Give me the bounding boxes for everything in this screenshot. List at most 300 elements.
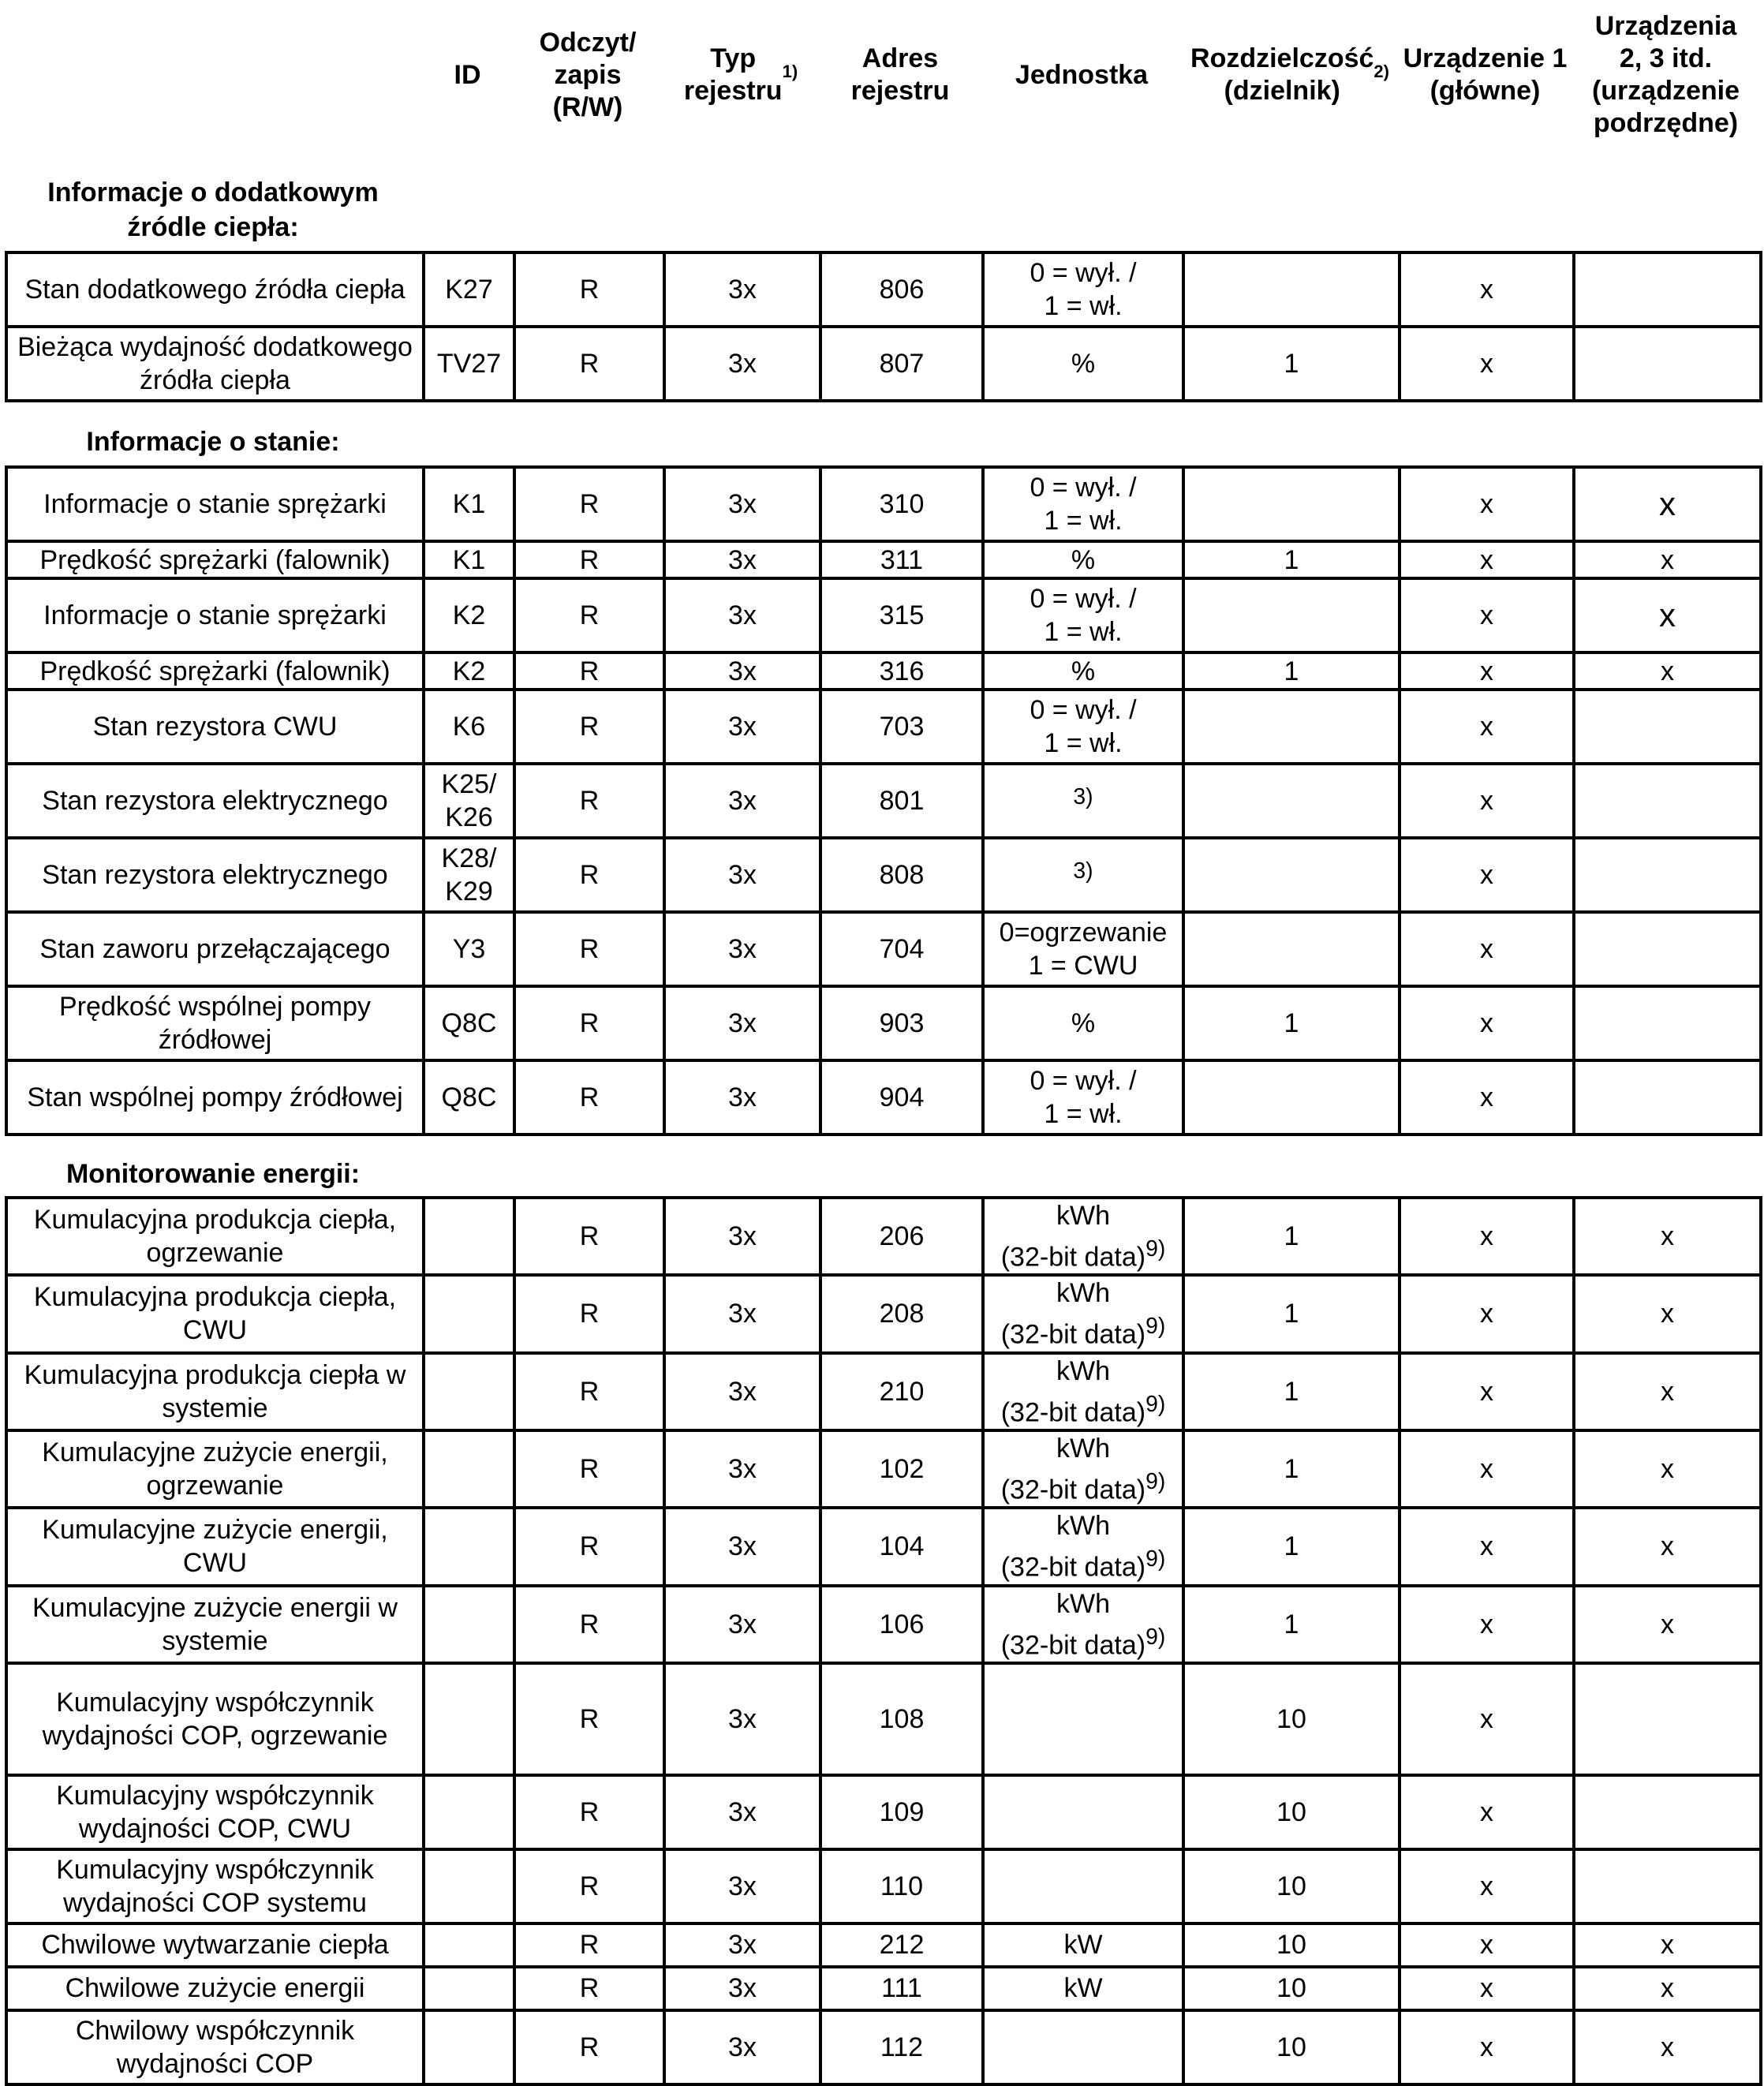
cell-text: x	[1661, 1299, 1674, 1329]
row-rw	[514, 1198, 664, 1275]
cell-text: x	[1480, 1376, 1493, 1407]
row-register-address	[820, 652, 983, 690]
row-rw	[514, 1430, 664, 1508]
cell-text: R	[579, 1871, 600, 1901]
table-row	[6, 1275, 1761, 1352]
row-register-address	[820, 1967, 983, 2010]
row-id	[424, 764, 514, 838]
row-device-1	[1400, 1353, 1574, 1430]
row-resolution	[1183, 912, 1400, 986]
row-device-1	[1400, 1775, 1574, 1849]
row-devices-2-3	[1574, 1923, 1761, 1967]
row-id	[424, 1353, 514, 1430]
row-unit	[983, 652, 1183, 690]
row-name	[6, 1275, 424, 1352]
table-row	[6, 1849, 1761, 1923]
row-name	[6, 578, 424, 652]
table-row	[6, 838, 1761, 912]
row-id	[424, 986, 514, 1060]
cell-text: 1	[1284, 1531, 1299, 1562]
cell-text: Kumulacyjne zużycie energii w systemie	[32, 1592, 398, 1656]
cell-text: kWh (32-bit data)	[1000, 1511, 1146, 1583]
cell-text: x	[1480, 1221, 1493, 1252]
row-resolution	[1183, 1923, 1400, 1967]
cell-text: 106	[879, 1609, 925, 1639]
row-rw	[514, 1586, 664, 1663]
row-device-1	[1400, 1967, 1574, 2010]
row-register-type	[664, 912, 820, 986]
cell-text: 208	[879, 1299, 925, 1329]
row-device-1	[1400, 838, 1574, 912]
cell-text: 111	[881, 1973, 922, 2004]
cell-text: x	[1480, 600, 1493, 630]
header-text: Typ rejestru	[683, 43, 783, 106]
row-unit	[983, 986, 1183, 1060]
cell-text: 1	[1284, 1008, 1299, 1038]
cell-text: K1	[452, 489, 486, 519]
cell-text: kWh (32-bit data)	[1000, 1278, 1146, 1350]
cell-text: x	[1661, 544, 1674, 575]
row-register-type	[664, 327, 820, 401]
cell-text: 807	[879, 349, 925, 379]
cell-text: Informacje o stanie sprężarki	[43, 489, 387, 519]
cell-text: Kumulacyjna produkcja ciepła w systemie	[24, 1359, 406, 1423]
row-resolution	[1183, 1663, 1400, 1775]
cell-text: kWh (32-bit data)	[1000, 1433, 1146, 1505]
cell-text: 3x	[728, 2032, 757, 2062]
row-id	[424, 690, 514, 764]
row-device-1	[1400, 1198, 1574, 1275]
row-devices-2-3	[1574, 467, 1761, 541]
cell-text: x	[1480, 1796, 1493, 1827]
row-devices-2-3	[1574, 2010, 1761, 2084]
table-row	[6, 690, 1761, 764]
cell-text: x	[1659, 596, 1676, 634]
cell-text: Stan rezystora CWU	[92, 712, 338, 742]
cell-text: Kumulacyjna produkcja ciepła, CWU	[33, 1282, 397, 1346]
cell-text: x	[1661, 1609, 1674, 1639]
row-register-type	[664, 1849, 820, 1923]
row-resolution	[1183, 838, 1400, 912]
cell-text: R	[579, 1454, 600, 1485]
cell-text: K6	[452, 712, 486, 742]
row-id	[424, 1198, 514, 1275]
cell-text: Chwilowy współczynnik wydajności COP	[75, 2015, 355, 2079]
cell-text: 10	[1276, 1796, 1306, 1827]
table-row	[6, 252, 1761, 327]
section-auxiliary-heat-table	[5, 251, 1762, 402]
cell-text: R	[579, 1221, 600, 1252]
footnote-marker: 9)	[1145, 1236, 1166, 1262]
row-resolution	[1183, 1430, 1400, 1508]
cell-text: 0 = wył. / 1 = wł.	[1030, 1066, 1137, 1129]
cell-text: Stan zaworu przełączającego	[39, 934, 391, 964]
row-devices-2-3	[1574, 1275, 1761, 1352]
row-register-address	[820, 1923, 983, 1967]
table-row	[6, 2010, 1761, 2084]
row-rw	[514, 764, 664, 838]
row-devices-2-3	[1574, 838, 1761, 912]
cell-text: 1	[1284, 1221, 1299, 1252]
row-id	[424, 1430, 514, 1508]
row-resolution	[1183, 1967, 1400, 2010]
row-register-address	[820, 1353, 983, 1430]
row-id	[424, 327, 514, 401]
row-unit	[983, 1586, 1183, 1663]
row-rw	[514, 1849, 664, 1923]
cell-text: 3x	[728, 1871, 757, 1901]
row-id	[424, 1923, 514, 1967]
table-row	[6, 1430, 1761, 1508]
cell-text: Prędkość wspólnej pompy źródłowej	[59, 992, 371, 1055]
cell-text: 3x	[728, 1454, 757, 1485]
row-name	[6, 1586, 424, 1663]
cell-text: x	[1661, 1454, 1674, 1485]
cell-text: 3x	[728, 1796, 757, 1827]
cell-text: 3x	[728, 275, 757, 305]
cell-text: TV27	[436, 349, 502, 379]
column-headers	[0, 0, 1764, 150]
cell-text: 0 = wył. / 1 = wł.	[1030, 695, 1137, 758]
row-register-address	[820, 1849, 983, 1923]
table-row	[6, 1060, 1761, 1135]
row-resolution	[1183, 1849, 1400, 1923]
row-id	[424, 1275, 514, 1352]
row-unit	[983, 1775, 1183, 1849]
cell-text: K2	[452, 600, 486, 630]
row-register-address	[820, 1430, 983, 1508]
cell-text: x	[1480, 544, 1493, 575]
cell-text: kWh (32-bit data)	[1000, 1355, 1146, 1427]
cell-text: R	[579, 1082, 600, 1112]
row-name	[6, 1198, 424, 1275]
footnote-marker: 9)	[1145, 1624, 1166, 1650]
cell-text: 3x	[728, 786, 757, 816]
row-id	[424, 912, 514, 986]
row-resolution	[1183, 690, 1400, 764]
table-row	[6, 986, 1761, 1060]
row-unit	[983, 912, 1183, 986]
cell-text: Kumulacyjna produkcja ciepła, ogrzewanie	[33, 1205, 397, 1269]
row-device-1	[1400, 1508, 1574, 1585]
table-row	[6, 1586, 1761, 1663]
row-rw	[514, 912, 664, 986]
cell-text: 903	[879, 1008, 925, 1038]
row-name	[6, 1849, 424, 1923]
header-text: Urządzenia 2, 3 itd. (urządzenie podrzędne)	[1591, 11, 1740, 138]
cell-text: 108	[879, 1703, 925, 1734]
cell-text: x	[1480, 275, 1493, 305]
row-devices-2-3	[1574, 1430, 1761, 1508]
row-register-address	[820, 690, 983, 764]
row-devices-2-3	[1574, 578, 1761, 652]
row-name	[6, 652, 424, 690]
footnote-marker: 3)	[1073, 783, 1093, 809]
cell-text: R	[579, 1973, 600, 2004]
cell-text: Prędkość sprężarki (falownik)	[39, 544, 391, 575]
row-name	[6, 327, 424, 401]
row-name	[6, 1923, 424, 1967]
row-register-type	[664, 252, 820, 327]
row-register-type	[664, 1586, 820, 1663]
footnote-marker: 9)	[1145, 1391, 1166, 1417]
cell-text: 109	[879, 1796, 925, 1827]
cell-text: 1	[1284, 1299, 1299, 1329]
row-id	[424, 1508, 514, 1585]
row-device-1	[1400, 1275, 1574, 1352]
cell-text: x	[1480, 489, 1493, 519]
cell-text: kWh (32-bit data)	[1000, 1588, 1146, 1660]
row-device-1	[1400, 578, 1574, 652]
row-device-1	[1400, 1060, 1574, 1135]
row-register-address	[820, 986, 983, 1060]
row-resolution	[1183, 2010, 1400, 2084]
header-register-type: Typ rejestru $^{1)}$	[683, 43, 798, 106]
row-devices-2-3	[1574, 252, 1761, 327]
row-register-address	[820, 1586, 983, 1663]
row-id	[424, 652, 514, 690]
cell-text: K1	[452, 544, 486, 575]
row-register-type	[664, 838, 820, 912]
row-resolution	[1183, 986, 1400, 1060]
cell-text: x	[1480, 1703, 1493, 1734]
cell-text: 206	[879, 1221, 925, 1252]
row-devices-2-3	[1574, 690, 1761, 764]
row-unit	[983, 252, 1183, 327]
cell-text: Kumulacyjny współczynnik wydajności COP, ogrzewanie	[42, 1687, 388, 1751]
row-devices-2-3	[1574, 1353, 1761, 1430]
row-name	[6, 1663, 424, 1775]
row-device-1	[1400, 652, 1574, 690]
row-rw	[514, 838, 664, 912]
row-register-address	[820, 2010, 983, 2084]
row-register-type	[664, 764, 820, 838]
row-devices-2-3	[1574, 1586, 1761, 1663]
cell-text: x	[1480, 786, 1493, 816]
cell-text: 112	[880, 2032, 924, 2062]
table-row	[6, 764, 1761, 838]
cell-text: R	[579, 2032, 600, 2062]
header-register-address	[819, 0, 981, 150]
row-id	[424, 838, 514, 912]
row-resolution	[1183, 764, 1400, 838]
row-name	[6, 467, 424, 541]
table-row	[6, 1353, 1761, 1430]
cell-text: 3x	[728, 1376, 757, 1407]
cell-text: x	[1661, 1531, 1674, 1562]
cell-text: 0 = wył. / 1 = wł.	[1030, 584, 1137, 647]
cell-text: 1	[1284, 349, 1299, 379]
row-register-address	[820, 1198, 983, 1275]
row-register-type	[664, 541, 820, 578]
row-name	[6, 1508, 424, 1585]
table-row	[6, 1663, 1761, 1775]
cell-text: Y3	[452, 934, 486, 964]
row-devices-2-3	[1574, 1060, 1761, 1135]
row-device-1	[1400, 1430, 1574, 1508]
cell-text: R	[579, 1008, 600, 1038]
row-rw	[514, 327, 664, 401]
cell-text: R	[579, 786, 600, 816]
cell-text: R	[579, 349, 600, 379]
cell-text: R	[579, 600, 600, 630]
cell-text: 703	[879, 712, 925, 742]
cell-text: x	[1480, 1930, 1493, 1961]
cell-text: 3x	[728, 1008, 757, 1038]
cell-text: R	[579, 1376, 600, 1407]
row-register-type	[664, 1430, 820, 1508]
row-unit	[983, 541, 1183, 578]
row-resolution	[1183, 1586, 1400, 1663]
table-row	[6, 912, 1761, 986]
cell-text: %	[1071, 544, 1096, 575]
row-register-address	[820, 541, 983, 578]
cell-text: x	[1480, 349, 1493, 379]
row-name	[6, 838, 424, 912]
header-devices-2-3	[1572, 0, 1759, 150]
row-register-type	[664, 690, 820, 764]
row-unit	[983, 1508, 1183, 1585]
cell-text: Prędkość sprężarki (falownik)	[39, 656, 391, 686]
row-resolution	[1183, 541, 1400, 578]
cell-text: 3x	[728, 1930, 757, 1961]
row-resolution	[1183, 1353, 1400, 1430]
cell-text: 10	[1276, 1703, 1306, 1734]
cell-text: 102	[879, 1454, 925, 1485]
cell-text: 0 = wył. / 1 = wł.	[1030, 473, 1137, 536]
table-row	[6, 467, 1761, 541]
row-rw	[514, 252, 664, 327]
cell-text: 3x	[728, 1609, 757, 1639]
row-register-type	[664, 1275, 820, 1352]
cell-text: x	[1480, 2032, 1493, 2062]
table-row	[6, 1508, 1761, 1585]
row-register-address	[820, 838, 983, 912]
row-device-1	[1400, 1586, 1574, 1663]
row-register-type	[664, 1508, 820, 1585]
cell-text: %	[1071, 1008, 1096, 1038]
cell-text: R	[579, 1299, 600, 1329]
header-text: Urządzenie 1 (główne)	[1403, 43, 1568, 106]
cell-text: 310	[879, 489, 925, 519]
cell-text: x	[1661, 1221, 1674, 1252]
cell-text: 1	[1284, 1376, 1299, 1407]
cell-text: 3x	[728, 1531, 757, 1562]
row-register-address	[820, 912, 983, 986]
row-register-type	[664, 1198, 820, 1275]
cell-text: Q8C	[441, 1082, 497, 1112]
cell-text: x	[1480, 1609, 1493, 1639]
row-register-address	[820, 252, 983, 327]
row-register-address	[820, 1508, 983, 1585]
cell-text: 806	[879, 275, 925, 305]
cell-text: Stan dodatkowego źródła ciepła	[24, 275, 405, 305]
row-rw	[514, 1775, 664, 1849]
header-text: Adres rejestru	[850, 43, 950, 106]
cell-text: x	[1661, 656, 1674, 686]
row-id	[424, 1775, 514, 1849]
row-register-type	[664, 652, 820, 690]
cell-text: x	[1661, 1930, 1674, 1961]
row-device-1	[1400, 912, 1574, 986]
row-name	[6, 541, 424, 578]
cell-text: Kumulacyjny współczynnik wydajności COP, CWU	[56, 1780, 374, 1844]
row-register-type	[664, 986, 820, 1060]
row-rw	[514, 1275, 664, 1352]
cell-text: x	[1480, 860, 1493, 890]
row-rw	[514, 1508, 664, 1585]
cell-text: x	[1480, 1008, 1493, 1038]
cell-text: x	[1661, 2032, 1674, 2062]
row-unit	[983, 1663, 1183, 1775]
table-row	[6, 1967, 1761, 2010]
row-name	[6, 1353, 424, 1430]
row-unit	[983, 1430, 1183, 1508]
row-register-address	[820, 1060, 983, 1135]
row-register-type	[664, 1353, 820, 1430]
table-row	[6, 541, 1761, 578]
row-register-address	[820, 1275, 983, 1352]
row-device-1	[1400, 2010, 1574, 2084]
cell-text: 210	[879, 1376, 925, 1407]
row-rw	[514, 1663, 664, 1775]
header-resolution: Rozdzielczość (dzielnik) $^{2)}$	[1190, 43, 1389, 106]
cell-text: Stan rezystora elektrycznego	[42, 786, 388, 816]
row-resolution	[1183, 467, 1400, 541]
row-id	[424, 578, 514, 652]
cell-text: 3x	[728, 934, 757, 964]
row-resolution	[1183, 652, 1400, 690]
cell-text: 3x	[728, 656, 757, 686]
cell-text: x	[1480, 934, 1493, 964]
footnote-marker: 9)	[1145, 1546, 1166, 1572]
cell-text: Kumulacyjne zużycie energii, CWU	[42, 1515, 388, 1579]
cell-text: R	[579, 489, 600, 519]
row-rw	[514, 690, 664, 764]
row-unit	[983, 467, 1183, 541]
cell-text: K2	[452, 656, 486, 686]
cell-text: x	[1480, 1454, 1493, 1485]
row-devices-2-3	[1574, 652, 1761, 690]
row-rw	[514, 1967, 664, 2010]
cell-text: K28/ K29	[441, 843, 497, 907]
header-text: Rozdzielczość (dzielnik)	[1190, 43, 1374, 106]
cell-text: 904	[879, 1082, 925, 1112]
row-register-type	[664, 578, 820, 652]
cell-text: x	[1480, 656, 1493, 686]
section-title: Informacje o dodatkowym źródle ciepła:	[47, 178, 379, 242]
header-id	[422, 0, 513, 150]
row-device-1	[1400, 467, 1574, 541]
row-devices-2-3	[1574, 327, 1761, 401]
row-name	[6, 986, 424, 1060]
row-id	[424, 1060, 514, 1135]
cell-text: x	[1661, 1973, 1674, 2004]
row-rw	[514, 652, 664, 690]
cell-text: x	[1480, 712, 1493, 742]
section-status-table	[5, 465, 1762, 1136]
row-name	[6, 1430, 424, 1508]
cell-text: Chwilowe zużycie energii	[65, 1973, 365, 2004]
table-row	[6, 652, 1761, 690]
cell-text: 3x	[728, 1973, 757, 2004]
cell-text: 3x	[728, 544, 757, 575]
row-name	[6, 1775, 424, 1849]
cell-text: 0=ogrzewanie 1 = CWU	[999, 918, 1168, 981]
cell-text: R	[579, 1930, 600, 1961]
row-devices-2-3	[1574, 1775, 1761, 1849]
cell-text: 316	[879, 656, 925, 686]
